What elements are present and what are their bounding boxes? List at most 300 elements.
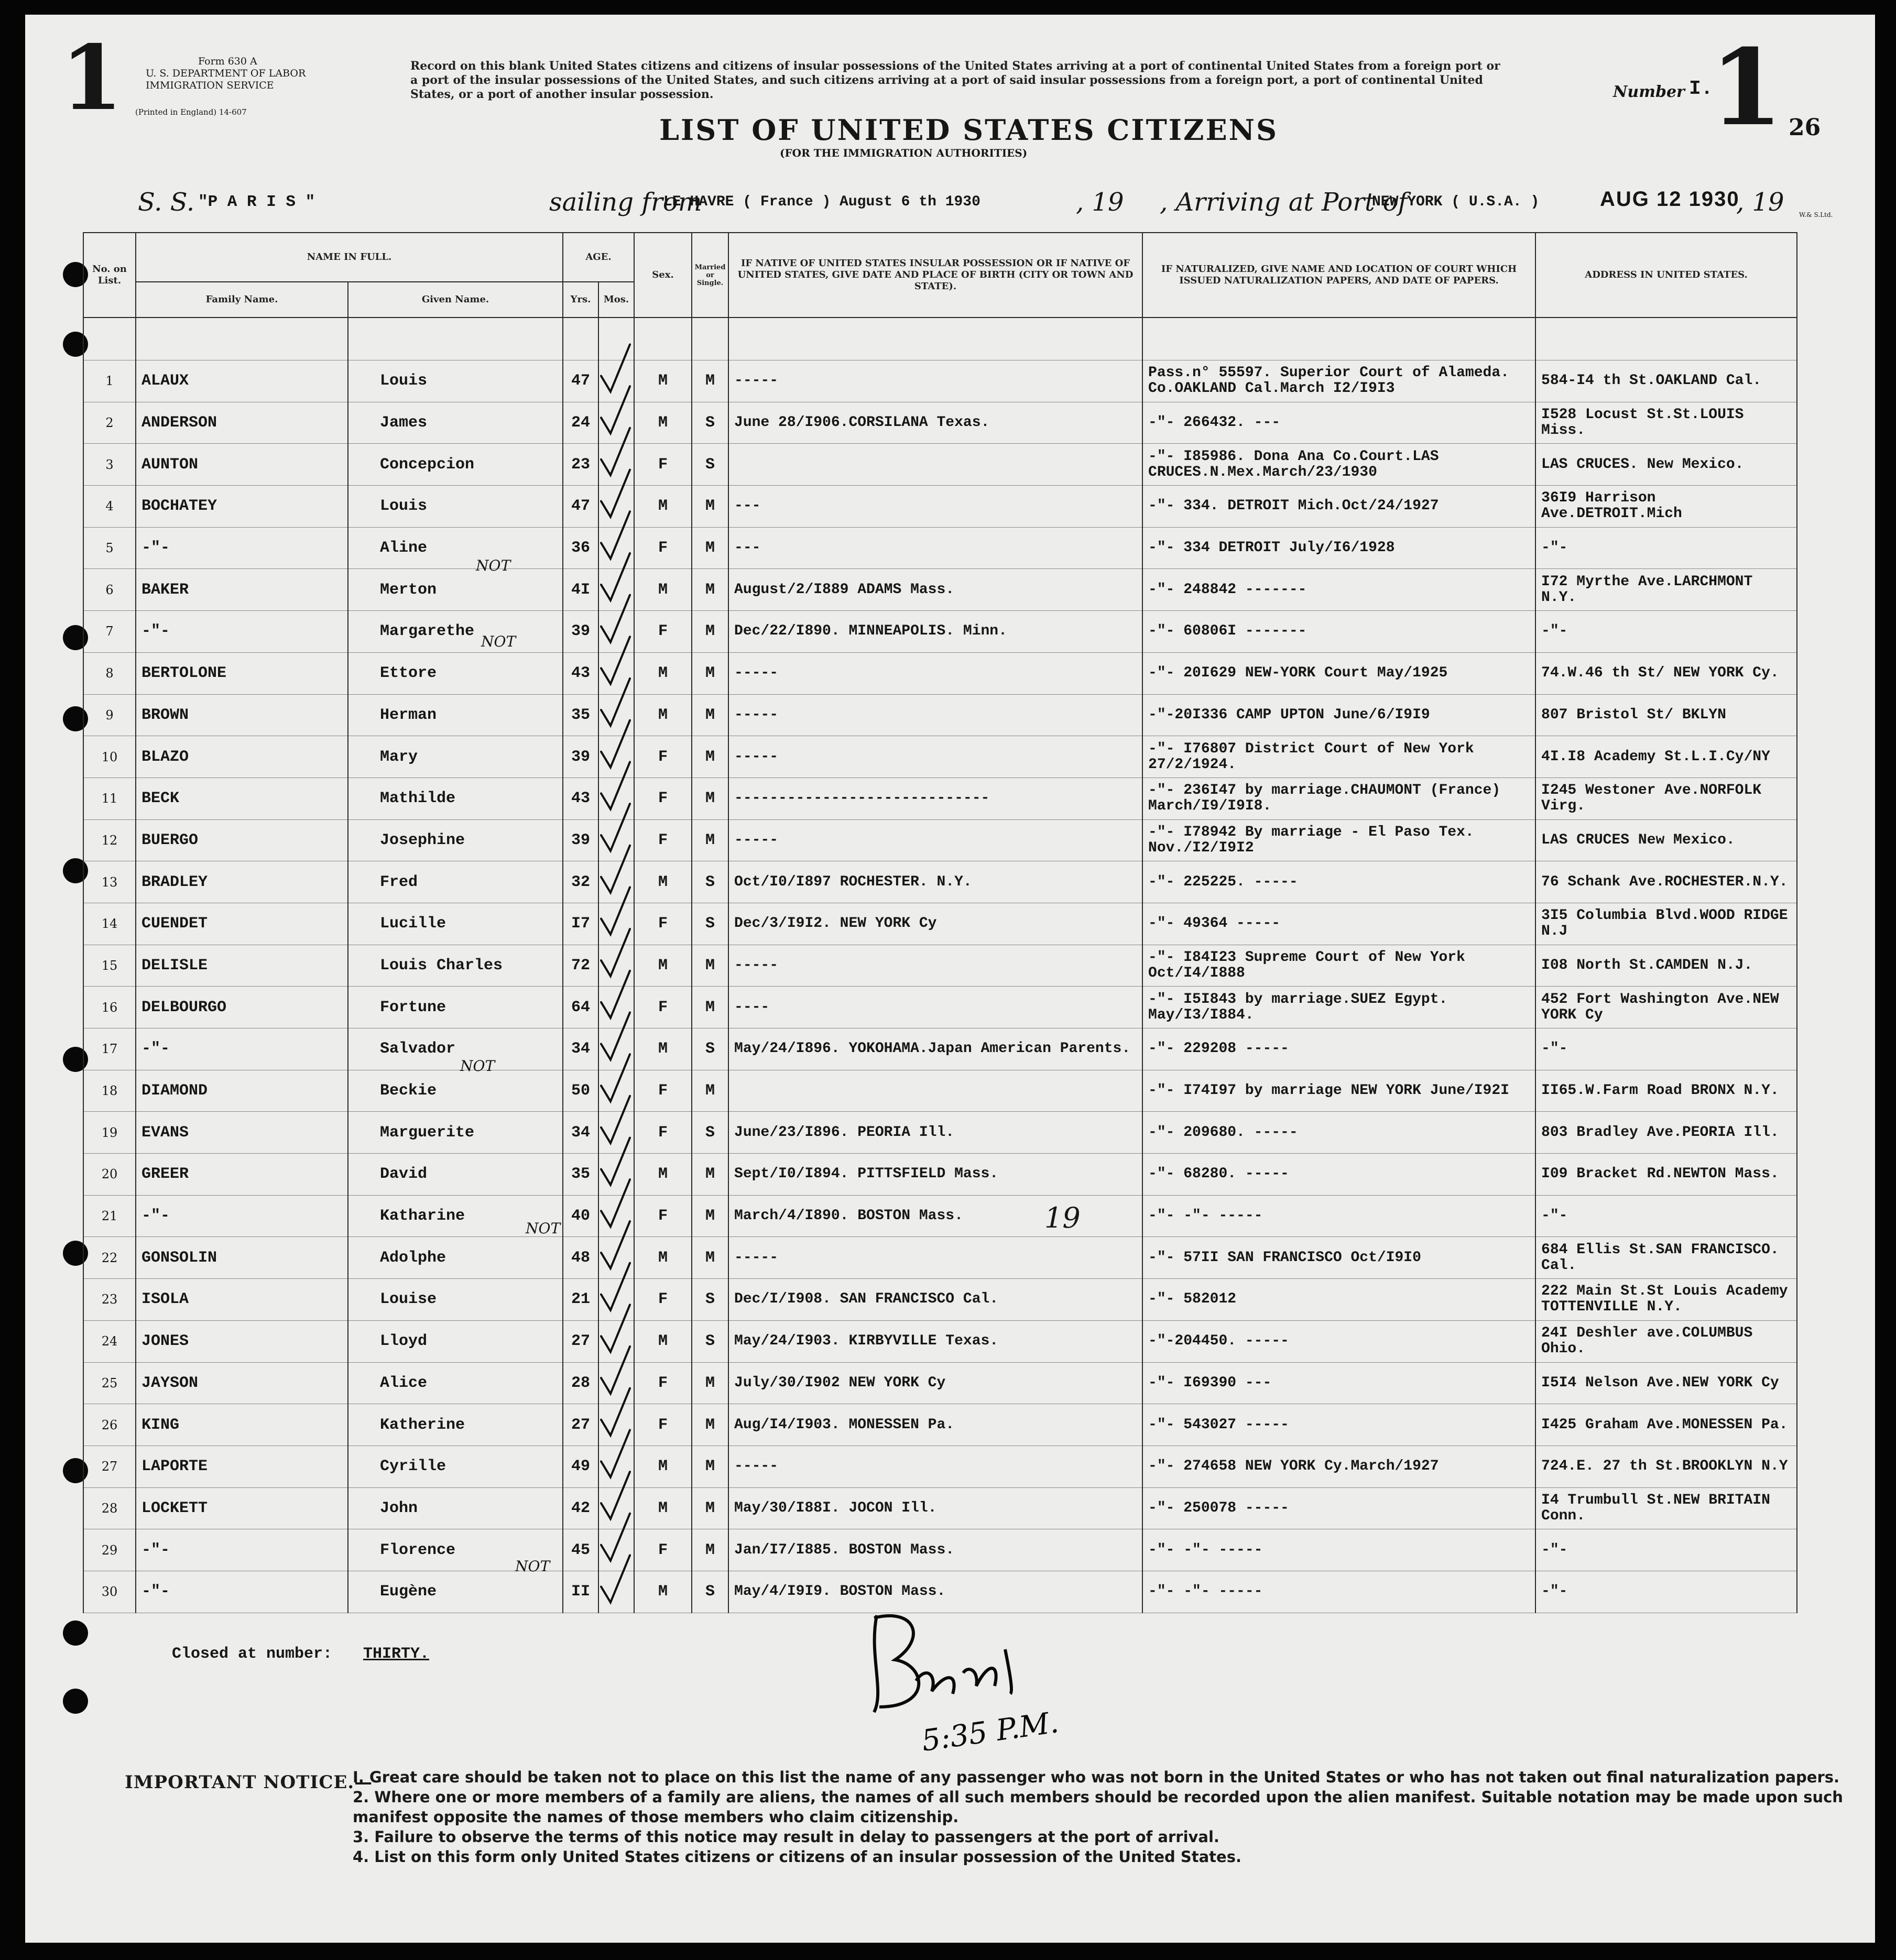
check-mark <box>601 1514 630 1561</box>
age-years: 39 <box>563 611 598 653</box>
family-name: -"- <box>136 1571 348 1613</box>
given-name: Salvador <box>348 1028 563 1070</box>
page-title: LIST OF UNITED STATES CITIZENS <box>659 113 1278 147</box>
given-name: Katharine <box>348 1195 563 1237</box>
check-mark <box>601 1263 630 1310</box>
us-address: I08 North St.CAMDEN N.J. <box>1535 945 1797 987</box>
us-address: LAS CRUCES. New Mexico. <box>1535 444 1797 486</box>
us-address: I245 Westoner Ave.NORFOLK Virg. <box>1535 778 1797 819</box>
row-number: 26 <box>83 1404 136 1446</box>
naturalization-record: -"- 20I629 NEW-YORK Court May/1925 <box>1142 652 1535 694</box>
header-no: No. on List. <box>83 233 136 317</box>
header-family-name: Family Name. <box>136 282 348 317</box>
header-mos: Mos. <box>598 282 634 317</box>
arriving-label: , Arriving at Port of <box>1160 188 1408 217</box>
us-address: 24I Deshler ave.COLUMBUS Ohio. <box>1535 1320 1797 1362</box>
given-name: Beckie <box>348 1070 563 1112</box>
naturalization-record: -"- 543027 ----- <box>1142 1404 1535 1446</box>
check-mark <box>601 1138 630 1185</box>
family-name: GREER <box>136 1154 348 1196</box>
birth-place: ----- <box>728 1446 1142 1487</box>
given-name: Josephine <box>348 819 563 861</box>
age-years: 50 <box>563 1070 598 1112</box>
sex: M <box>634 1571 692 1613</box>
birth-place: ----- <box>728 1237 1142 1279</box>
us-address: I5I4 Nelson Ave.NEW YORK Cy <box>1535 1362 1797 1404</box>
age-years: 43 <box>563 652 598 694</box>
us-address: 74.W.46 th St/ NEW YORK Cy. <box>1535 652 1797 694</box>
sex: M <box>634 694 692 736</box>
department: U. S. DEPARTMENT OF LABOR <box>146 68 306 79</box>
marital-status: M <box>692 611 728 653</box>
given-name: John <box>348 1487 563 1529</box>
family-name: BROWN <box>136 694 348 736</box>
age-years: 23 <box>563 444 598 486</box>
marital-status: S <box>692 1571 728 1613</box>
us-address: I72 Myrthe Ave.LARCHMONT N.Y. <box>1535 569 1797 611</box>
naturalization-record: -"-20I336 CAMP UPTON June/6/I9I9 <box>1142 694 1535 736</box>
sex: M <box>634 569 692 611</box>
arrival-stamp: AUG 12 1930 <box>1600 188 1740 211</box>
given-name: Fred <box>348 861 563 903</box>
us-address: -"- <box>1535 1529 1797 1571</box>
check-mark <box>601 971 630 1018</box>
given-name: David <box>348 1154 563 1196</box>
row-number: 23 <box>83 1279 136 1321</box>
us-address: I425 Graham Ave.MONESSEN Pa. <box>1535 1404 1797 1446</box>
naturalization-record: -"- 209680. ----- <box>1142 1112 1535 1154</box>
check-mark <box>601 386 630 433</box>
marital-status: M <box>692 819 728 861</box>
row-number: 19 <box>83 1112 136 1154</box>
row-number: 3 <box>83 444 136 486</box>
marital-status: S <box>692 402 728 444</box>
marital-status: M <box>692 987 728 1028</box>
birth-place: Aug/I4/I903. MONESSEN Pa. <box>728 1404 1142 1446</box>
notice-item: 2. Where one or more members of a family are aliens, the names of all such members should be recorded upon the alien manifest. Suitable notation may be made upon such manifest opposite the names of those members who claim citizenship. <box>353 1788 1843 1826</box>
row-number: 28 <box>83 1487 136 1529</box>
us-address: 684 Ellis St.SAN FRANCISCO. Cal. <box>1535 1237 1797 1279</box>
us-address: I4 Trumbull St.NEW BRITAIN Conn. <box>1535 1487 1797 1529</box>
sex: F <box>634 903 692 945</box>
sex: F <box>634 1112 692 1154</box>
marital-status: M <box>692 1446 728 1487</box>
age-years: II <box>563 1571 598 1613</box>
marital-status: S <box>692 1028 728 1070</box>
family-name: BOCHATEY <box>136 486 348 528</box>
important-notice-label: IMPORTANT NOTICE.— <box>125 1772 373 1793</box>
age-years: 35 <box>563 694 598 736</box>
given-name: Marguerite <box>348 1112 563 1154</box>
family-name: DELBOURGO <box>136 987 348 1028</box>
row-number: 16 <box>83 987 136 1028</box>
marital-status: S <box>692 903 728 945</box>
row-number: 30 <box>83 1571 136 1613</box>
closing-label: Closed at number: <box>172 1645 333 1663</box>
family-name: BECK <box>136 778 348 819</box>
age-years: 47 <box>563 486 598 528</box>
given-name: Mathilde <box>348 778 563 819</box>
row-number: 24 <box>83 1320 136 1362</box>
family-name: -"- <box>136 527 348 569</box>
family-name: -"- <box>136 1028 348 1070</box>
family-name: DELISLE <box>136 945 348 987</box>
naturalization-record: -"- 57II SAN FRANCISCO Oct/I9I0 <box>1142 1237 1535 1279</box>
form-id: Form 630 A <box>198 56 257 67</box>
birth-place: July/30/I902 NEW YORK Cy <box>728 1362 1142 1404</box>
sex: M <box>634 1446 692 1487</box>
age-years: 49 <box>563 1446 598 1487</box>
row-number: 21 <box>83 1195 136 1237</box>
notice-item: 4. List on this form only United States citizens or citizens of an insular possession of the United States. <box>353 1848 1241 1866</box>
marital-status: M <box>692 652 728 694</box>
sex: M <box>634 1320 692 1362</box>
age-years: 34 <box>563 1112 598 1154</box>
naturalization-record: -"- -"- ----- <box>1142 1529 1535 1571</box>
sex: F <box>634 611 692 653</box>
sex: F <box>634 819 692 861</box>
sex: F <box>634 987 692 1028</box>
naturalization-record: -"- -"- ----- <box>1142 1195 1535 1237</box>
given-name: Adolphe <box>348 1237 563 1279</box>
sex: F <box>634 444 692 486</box>
handwritten-note: NOT <box>476 557 511 574</box>
naturalization-record: -"- I84I23 Supreme Court of New York Oct/I4/I888 <box>1142 945 1535 987</box>
check-mark <box>601 1054 630 1101</box>
us-address: 584-I4 th St.OAKLAND Cal. <box>1535 360 1797 402</box>
sex: M <box>634 861 692 903</box>
given-name: Alice <box>348 1362 563 1404</box>
row-number: 5 <box>83 527 136 569</box>
family-name: -"- <box>136 1529 348 1571</box>
us-address: 807 Bristol St/ BKLYN <box>1535 694 1797 736</box>
naturalization-record: -"- 236I47 by marriage.CHAUMONT (France) March/I9/I9I8. <box>1142 778 1535 819</box>
check-mark <box>601 511 630 559</box>
header-given-name: Given Name. <box>348 282 563 317</box>
check-mark <box>601 637 630 684</box>
page-number: 26 <box>1789 114 1821 141</box>
us-address: 3I5 Columbia Blvd.WOOD RIDGE N.J <box>1535 903 1797 945</box>
given-name: Concepcion <box>348 444 563 486</box>
given-name: Margarethe <box>348 611 563 653</box>
family-name: BRADLEY <box>136 861 348 903</box>
service: IMMIGRATION SERVICE <box>146 80 274 91</box>
birth-place: ----- <box>728 819 1142 861</box>
age-years: 32 <box>563 861 598 903</box>
marital-status: M <box>692 945 728 987</box>
check-mark <box>601 345 630 392</box>
marital-status: M <box>692 1237 728 1279</box>
naturalization-record: -"- 274658 NEW YORK Cy.March/1927 <box>1142 1446 1535 1487</box>
row-number: 4 <box>83 486 136 528</box>
birth-place: May/4/I9I9. BOSTON Mass. <box>728 1571 1142 1613</box>
header-native: IF NATIVE OF UNITED STATES INSULAR POSSESSION OR IF NATIVE OF UNITED STATES, GIVE DATE AND PLACE OF BIRTH (CITY OR TOWN AND STATE). <box>728 233 1142 317</box>
us-address: 724.E. 27 th St.BROOKLYN N.Y <box>1535 1446 1797 1487</box>
handwritten-note: NOT <box>460 1057 495 1075</box>
age-years: 40 <box>563 1195 598 1237</box>
number-value: I. <box>1689 78 1713 100</box>
family-name: BUERGO <box>136 819 348 861</box>
age-years: 27 <box>563 1404 598 1446</box>
printed-note: (Printed in England) 14-607 <box>135 107 247 117</box>
age-years: 42 <box>563 1487 598 1529</box>
birth-place: ----- <box>728 360 1142 402</box>
family-name: BLAZO <box>136 736 348 778</box>
naturalization-record: -"- I78942 By marriage - El Paso Tex. Nov./I2/I9I2 <box>1142 819 1535 861</box>
check-mark <box>601 595 630 642</box>
row-number: 8 <box>83 652 136 694</box>
row-number: 15 <box>83 945 136 987</box>
row-number: 10 <box>83 736 136 778</box>
us-address: LAS CRUCES New Mexico. <box>1535 819 1797 861</box>
birth-place: May/24/I896. YOKOHAMA.Japan American Parents. <box>728 1028 1142 1070</box>
marital-status: M <box>692 694 728 736</box>
signature-time: 5:35 P.M. <box>919 1705 1061 1758</box>
us-address: I09 Bracket Rd.NEWTON Mass. <box>1535 1154 1797 1196</box>
check-mark <box>601 1179 630 1227</box>
age-years: 27 <box>563 1320 598 1362</box>
naturalization-record: -"- 68280. ----- <box>1142 1154 1535 1196</box>
age-years: 24 <box>563 402 598 444</box>
us-address: -"- <box>1535 611 1797 653</box>
naturalization-record: Pass.n° 55597. Superior Court of Alameda. Co.OAKLAND Cal.March I2/I9I3 <box>1142 360 1535 402</box>
naturalization-record: -"- I69390 --- <box>1142 1362 1535 1404</box>
naturalization-record: -"- 49364 ----- <box>1142 903 1535 945</box>
birth-place: ----- <box>728 736 1142 778</box>
sex: F <box>634 1404 692 1446</box>
sex: M <box>634 1237 692 1279</box>
handwritten-note: NOT <box>526 1220 561 1237</box>
us-address: -"- <box>1535 527 1797 569</box>
sex: F <box>634 527 692 569</box>
birth-place: June 28/I906.CORSILANA Texas. <box>728 402 1142 444</box>
header-name-in-full: NAME IN FULL. <box>136 233 563 282</box>
naturalization-record: -"- 60806I ------- <box>1142 611 1535 653</box>
age-years: I7 <box>563 903 598 945</box>
check-mark <box>601 929 630 976</box>
family-name: GONSOLIN <box>136 1237 348 1279</box>
us-address: -"- <box>1535 1571 1797 1613</box>
family-name: ALAUX <box>136 360 348 402</box>
closing-value: THIRTY. <box>363 1645 430 1663</box>
marital-status: M <box>692 527 728 569</box>
check-mark <box>601 1013 630 1060</box>
given-name: Eugène <box>348 1571 563 1613</box>
age-years: 39 <box>563 736 598 778</box>
naturalization-record: -"- 248842 ------- <box>1142 569 1535 611</box>
age-years: 45 <box>563 1529 598 1571</box>
naturalization-record: -"- 582012 <box>1142 1279 1535 1321</box>
sex: F <box>634 1070 692 1112</box>
family-name: LOCKETT <box>136 1487 348 1529</box>
family-name: AUNTON <box>136 444 348 486</box>
header-sex: Sex. <box>634 233 692 317</box>
birth-place: March/4/I890. BOSTON Mass. <box>728 1195 1142 1237</box>
birth-place: August/2/I889 ADAMS Mass. <box>728 569 1142 611</box>
check-mark <box>601 1555 630 1602</box>
row-number: 14 <box>83 903 136 945</box>
sailing-label: sailing from <box>549 188 702 217</box>
sex: F <box>634 1529 692 1571</box>
check-mark <box>601 804 630 851</box>
naturalization-record: -"-204450. ----- <box>1142 1320 1535 1362</box>
family-name: JONES <box>136 1320 348 1362</box>
naturalization-record: -"- 334. DETROIT Mich.Oct/24/1927 <box>1142 486 1535 528</box>
given-name: James <box>348 402 563 444</box>
naturalization-record: -"- -"- ----- <box>1142 1571 1535 1613</box>
handwritten-note: NOT <box>481 633 516 650</box>
marital-status: S <box>692 444 728 486</box>
birth-place: Oct/I0/I897 ROCHESTER. N.Y. <box>728 861 1142 903</box>
notice-item: I. Great care should be taken not to place on this list the name of any passenger who was not born in the United States or who has not taken out final naturalization papers. <box>353 1768 1840 1786</box>
marital-status: M <box>692 1362 728 1404</box>
row-number: 12 <box>83 819 136 861</box>
year-label: , 19 <box>1736 188 1784 217</box>
row-number: 6 <box>83 569 136 611</box>
ship-name: "P A R I S " <box>198 193 315 211</box>
family-name: EVANS <box>136 1112 348 1154</box>
marital-status: M <box>692 736 728 778</box>
family-name: ANDERSON <box>136 402 348 444</box>
birth-place: Sept/I0/I894. PITTSFIELD Mass. <box>728 1154 1142 1196</box>
handwritten-note: NOT <box>515 1558 550 1575</box>
check-mark <box>601 762 630 809</box>
row-number: 25 <box>83 1362 136 1404</box>
us-address: II65.W.Farm Road BRONX N.Y. <box>1535 1070 1797 1112</box>
family-name: JAYSON <box>136 1362 348 1404</box>
marital-status: M <box>692 569 728 611</box>
header-naturalized: IF NATURALIZED, GIVE NAME AND LOCATION OF COURT WHICH ISSUED NATURALIZATION PAPERS, AND DATE OF PAPERS. <box>1142 233 1535 317</box>
row-number: 11 <box>83 778 136 819</box>
header-age: AGE. <box>563 233 634 282</box>
us-address: -"- <box>1535 1195 1797 1237</box>
given-name: Cyrille <box>348 1446 563 1487</box>
sheet-mark: 1 <box>61 26 123 130</box>
sex: M <box>634 360 692 402</box>
family-name: -"- <box>136 611 348 653</box>
check-mark <box>601 553 630 600</box>
family-name: BERTOLONE <box>136 652 348 694</box>
marital-status: S <box>692 861 728 903</box>
marital-status: M <box>692 1070 728 1112</box>
check-mark <box>601 428 630 475</box>
us-address: I528 Locust St.St.LOUIS Miss. <box>1535 402 1797 444</box>
sex: M <box>634 1154 692 1196</box>
family-name: ISOLA <box>136 1279 348 1321</box>
check-mark <box>601 470 630 517</box>
us-address: 76 Schank Ave.ROCHESTER.N.Y. <box>1535 861 1797 903</box>
birth-place: ----------------------------- <box>728 778 1142 819</box>
row-number: 7 <box>83 611 136 653</box>
birth-place: Dec/I/I908. SAN FRANCISCO Cal. <box>728 1279 1142 1321</box>
check-mark <box>601 678 630 726</box>
age-years: 39 <box>563 819 598 861</box>
given-name: Louis <box>348 360 563 402</box>
page-subtitle: (FOR THE IMMIGRATION AUTHORITIES) <box>780 147 1028 159</box>
row-number: 17 <box>83 1028 136 1070</box>
age-years: 43 <box>563 778 598 819</box>
naturalization-record: -"- 266432. --- <box>1142 402 1535 444</box>
birth-place: ----- <box>728 652 1142 694</box>
sex: M <box>634 1487 692 1529</box>
family-name: BAKER <box>136 569 348 611</box>
given-name: Louis Charles <box>348 945 563 987</box>
birth-place: May/30/I88I. JOCON Ill. <box>728 1487 1142 1529</box>
form-instruction: Record on this blank United States citizens and citizens of insular possessions of the United States arriving at a port of continental United States from a foreign port or a port of the insular possessions of the United States, and such citizens arriving at a port of said insular possessions from a foreign port, a port of continental United States, or a port of another insular possession. <box>410 59 1500 101</box>
naturalization-record: -"- 225225. ----- <box>1142 861 1535 903</box>
row-number: 13 <box>83 861 136 903</box>
given-name: Aline <box>348 527 563 569</box>
age-years: 21 <box>563 1279 598 1321</box>
naturalization-record: -"- I85986. Dona Ana Co.Court.LAS CRUCES.N.Mex.March/23/1930 <box>1142 444 1535 486</box>
marital-status: M <box>692 1529 728 1571</box>
age-years: 34 <box>563 1028 598 1070</box>
age-years: 48 <box>563 1237 598 1279</box>
marital-status: M <box>692 1487 728 1529</box>
check-mark <box>601 1305 630 1352</box>
sex: F <box>634 1279 692 1321</box>
given-name: Katherine <box>348 1404 563 1446</box>
family-name: -"- <box>136 1195 348 1237</box>
marital-status: S <box>692 1112 728 1154</box>
row-number: 22 <box>83 1237 136 1279</box>
departure-port: LE HAVRE ( France ) August 6 th 1930 <box>663 194 980 210</box>
number-mark: 1 <box>1710 26 1783 149</box>
us-address: -"- <box>1535 1028 1797 1070</box>
naturalization-record: -"- 334 DETROIT July/I6/1928 <box>1142 527 1535 569</box>
row-number: 20 <box>83 1154 136 1196</box>
given-name: Lloyd <box>348 1320 563 1362</box>
family-name: DIAMOND <box>136 1070 348 1112</box>
sex: F <box>634 1362 692 1404</box>
row-number: 1 <box>83 360 136 402</box>
row-number: 9 <box>83 694 136 736</box>
naturalization-record: -"- I5I843 by marriage.SUEZ Egypt. May/I3/I884. <box>1142 987 1535 1028</box>
ss-label: S. S. <box>138 188 195 217</box>
marital-status: M <box>692 360 728 402</box>
manifest-sheet <box>25 15 1875 1943</box>
naturalization-record: -"- I76807 District Court of New York 27/2/1924. <box>1142 736 1535 778</box>
given-name: Louise <box>348 1279 563 1321</box>
notice-item: 3. Failure to observe the terms of this notice may result in delay to passengers at the port of arrival. <box>353 1828 1219 1846</box>
check-mark <box>601 1430 630 1477</box>
family-name: KING <box>136 1404 348 1446</box>
naturalization-record: -"- 250078 ----- <box>1142 1487 1535 1529</box>
age-years: 36 <box>563 527 598 569</box>
sex: M <box>634 1028 692 1070</box>
check-mark <box>601 720 630 768</box>
age-years: 64 <box>563 987 598 1028</box>
given-name: Louis <box>348 486 563 528</box>
us-address: 36I9 Harrison Ave.DETROIT.Mich <box>1535 486 1797 528</box>
handwritten-checkmarks <box>25 15 1875 1943</box>
family-name: CUENDET <box>136 903 348 945</box>
given-name: Ettore <box>348 652 563 694</box>
header-address: ADDRESS IN UNITED STATES. <box>1535 233 1797 317</box>
sex: M <box>634 402 692 444</box>
row-number: 18 <box>83 1070 136 1112</box>
age-years: 28 <box>563 1362 598 1404</box>
check-mark <box>601 846 630 893</box>
naturalization-record: -"- 229208 ----- <box>1142 1028 1535 1070</box>
sex: F <box>634 1195 692 1237</box>
birth-place: Dec/22/I890. MINNEAPOLIS. Minn. <box>728 611 1142 653</box>
marital-status: M <box>692 778 728 819</box>
given-name: Herman <box>348 694 563 736</box>
naturalization-record: -"- I74I97 by marriage NEW YORK June/I92I <box>1142 1070 1535 1112</box>
us-address: 222 Main St.St Louis Academy TOTTENVILLE N.Y. <box>1535 1279 1797 1321</box>
birth-place: May/24/I903. KIRBYVILLE Texas. <box>728 1320 1142 1362</box>
